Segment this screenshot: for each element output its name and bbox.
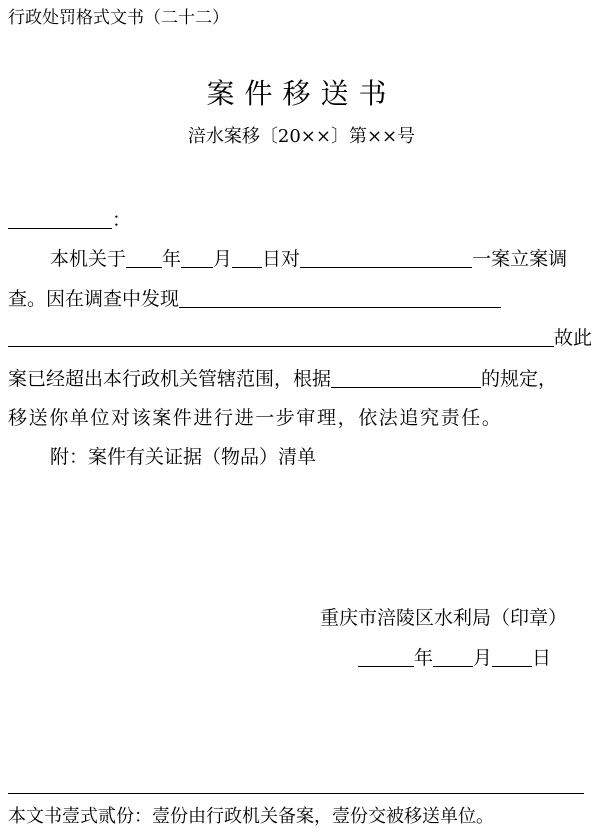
body-text: 案已经超出本行政机关管辖范围，根据 [8, 368, 332, 390]
body-line-4 [8, 366, 557, 392]
date-month-blank[interactable] [433, 646, 473, 667]
date-year-blank[interactable] [358, 646, 414, 667]
issue-date [358, 645, 551, 671]
body-text: 本机关于 [50, 248, 127, 270]
date-day-blank[interactable] [492, 646, 532, 667]
date-year-label: 年 [414, 647, 434, 669]
recipient-blank[interactable] [8, 208, 112, 229]
finding-blank[interactable] [179, 287, 501, 308]
month-blank[interactable] [181, 247, 213, 268]
date-day-label: 日 [532, 647, 552, 669]
body-text: 的规定， [481, 368, 558, 390]
body-line-2 [8, 286, 501, 312]
footer-note: 本文书壹式贰份：壹份由行政机关备案，壹份交被移送单位。 [8, 806, 494, 827]
issuer-seal-line: 重庆市涪陵区水利局（印章） [320, 607, 568, 629]
attachment-line: 附：案件有关证据（物品）清单 [50, 446, 317, 468]
body-line-3 [8, 325, 592, 351]
legal-basis-blank[interactable] [331, 367, 481, 388]
year-label: 年 [162, 248, 182, 270]
document-title: 案件移送书 [206, 77, 397, 110]
footer-divider [8, 793, 584, 794]
body-line-5: 移送你单位对该案件进行进一步审理，依法追究责任。 [8, 407, 503, 429]
year-blank[interactable] [126, 247, 162, 268]
day-label: 日对 [262, 248, 301, 270]
day-blank[interactable] [232, 247, 262, 268]
month-label: 月 [213, 248, 233, 270]
recipient-colon: ： [112, 209, 132, 231]
recipient-line [8, 207, 131, 233]
header-note: 行政处罚格式文书（二十二） [8, 8, 229, 28]
body-text: 查。因在调查中发现 [8, 288, 180, 310]
party-blank[interactable] [300, 247, 472, 268]
date-month-label: 月 [473, 647, 493, 669]
document-number: 涪水案移〔20××〕第××号 [187, 126, 416, 147]
body-text: 故此 [554, 327, 593, 349]
finding-continued-blank[interactable] [8, 326, 554, 347]
body-text: 一案立案调 [472, 248, 568, 270]
body-line-1 [50, 246, 567, 272]
